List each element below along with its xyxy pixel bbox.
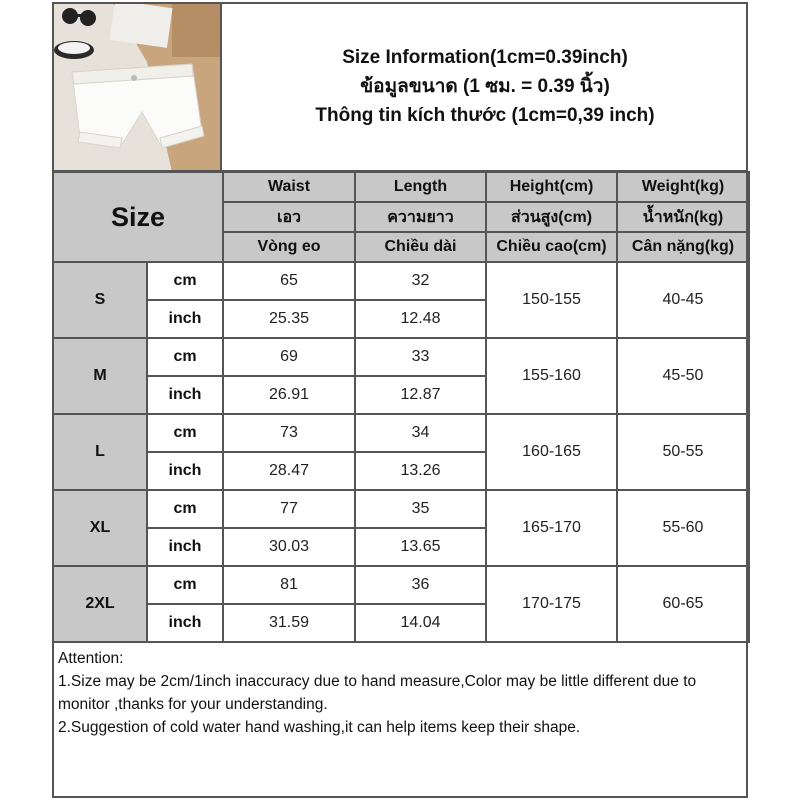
size-chart-table <box>52 171 750 643</box>
height-range: 165-170 <box>486 490 617 566</box>
waist-cm: 73 <box>223 414 355 452</box>
attention-notes <box>52 644 748 798</box>
weight-range: 55-60 <box>617 490 749 566</box>
length-header-th: ความยาว <box>355 202 486 232</box>
size-information-header <box>222 2 748 172</box>
notes-line-2: 2.Suggestion of cold water hand washing,it can help items keep their shape. <box>58 719 581 736</box>
length-inch: 14.04 <box>355 604 486 642</box>
weight-range: 45-50 <box>617 338 749 414</box>
height-range: 155-160 <box>486 338 617 414</box>
notes-heading: Attention: <box>58 650 124 667</box>
unit-cm: cm <box>147 566 223 604</box>
height-range: 160-165 <box>486 414 617 490</box>
waist-cm: 77 <box>223 490 355 528</box>
length-header-vi: Chiều dài <box>355 232 486 262</box>
size-label: XL <box>53 490 147 566</box>
unit-inch: inch <box>147 452 223 490</box>
unit-cm: cm <box>147 414 223 452</box>
weight-header-en: Weight(kg) <box>617 172 749 202</box>
waist-cm: 81 <box>223 566 355 604</box>
waist-inch: 30.03 <box>223 528 355 566</box>
table-row <box>53 566 749 604</box>
size-label: 2XL <box>53 566 147 642</box>
waist-header-th: เอว <box>223 202 355 232</box>
size-column-header: Size <box>53 172 223 262</box>
waist-header-en: Waist <box>223 172 355 202</box>
unit-inch: inch <box>147 604 223 642</box>
height-header-vi: Chiều cao(cm) <box>486 232 617 262</box>
weight-range: 50-55 <box>617 414 749 490</box>
waist-header-vi: Vòng eo <box>223 232 355 262</box>
unit-cm: cm <box>147 490 223 528</box>
height-range: 170-175 <box>486 566 617 642</box>
weight-range: 60-65 <box>617 566 749 642</box>
weight-header-vi: Cân nặng(kg) <box>617 232 749 262</box>
unit-inch: inch <box>147 300 223 338</box>
title-vietnamese: Thông tin kích thước (1cm=0,39 inch) <box>315 104 655 126</box>
size-label: M <box>53 338 147 414</box>
waist-inch: 26.91 <box>223 376 355 414</box>
length-header-en: Length <box>355 172 486 202</box>
table-row <box>53 414 749 452</box>
waist-inch: 28.47 <box>223 452 355 490</box>
length-cm: 34 <box>355 414 486 452</box>
height-header-th: ส่วนสูง(cm) <box>486 202 617 232</box>
notes-line-1: 1.Size may be 2cm/1inch inaccuracy due to hand measure,Color may be little different due to monitor ,thanks for your understanding. <box>58 673 697 713</box>
unit-inch: inch <box>147 376 223 414</box>
table-row <box>53 262 749 300</box>
table-row <box>53 338 749 376</box>
length-cm: 35 <box>355 490 486 528</box>
length-inch: 13.26 <box>355 452 486 490</box>
length-inch: 13.65 <box>355 528 486 566</box>
unit-cm: cm <box>147 338 223 376</box>
height-header-en: Height(cm) <box>486 172 617 202</box>
weight-header-th: น้ำหนัก(kg) <box>617 202 749 232</box>
weight-range: 40-45 <box>617 262 749 338</box>
length-cm: 36 <box>355 566 486 604</box>
length-inch: 12.87 <box>355 376 486 414</box>
title-thai: ข้อมูลขนาด (1 ซม. = 0.39 นิ้ว) <box>360 75 610 97</box>
waist-cm: 69 <box>223 338 355 376</box>
table-row <box>53 490 749 528</box>
waist-cm: 65 <box>223 262 355 300</box>
unit-inch: inch <box>147 528 223 566</box>
length-cm: 33 <box>355 338 486 376</box>
size-label: L <box>53 414 147 490</box>
size-label: S <box>53 262 147 338</box>
height-range: 150-155 <box>486 262 617 338</box>
shorts-photo-illustration <box>52 2 222 172</box>
title-english: Size Information(1cm=0.39inch) <box>342 46 628 68</box>
product-photo <box>52 2 222 172</box>
waist-inch: 25.35 <box>223 300 355 338</box>
unit-cm: cm <box>147 262 223 300</box>
length-cm: 32 <box>355 262 486 300</box>
length-inch: 12.48 <box>355 300 486 338</box>
waist-inch: 31.59 <box>223 604 355 642</box>
